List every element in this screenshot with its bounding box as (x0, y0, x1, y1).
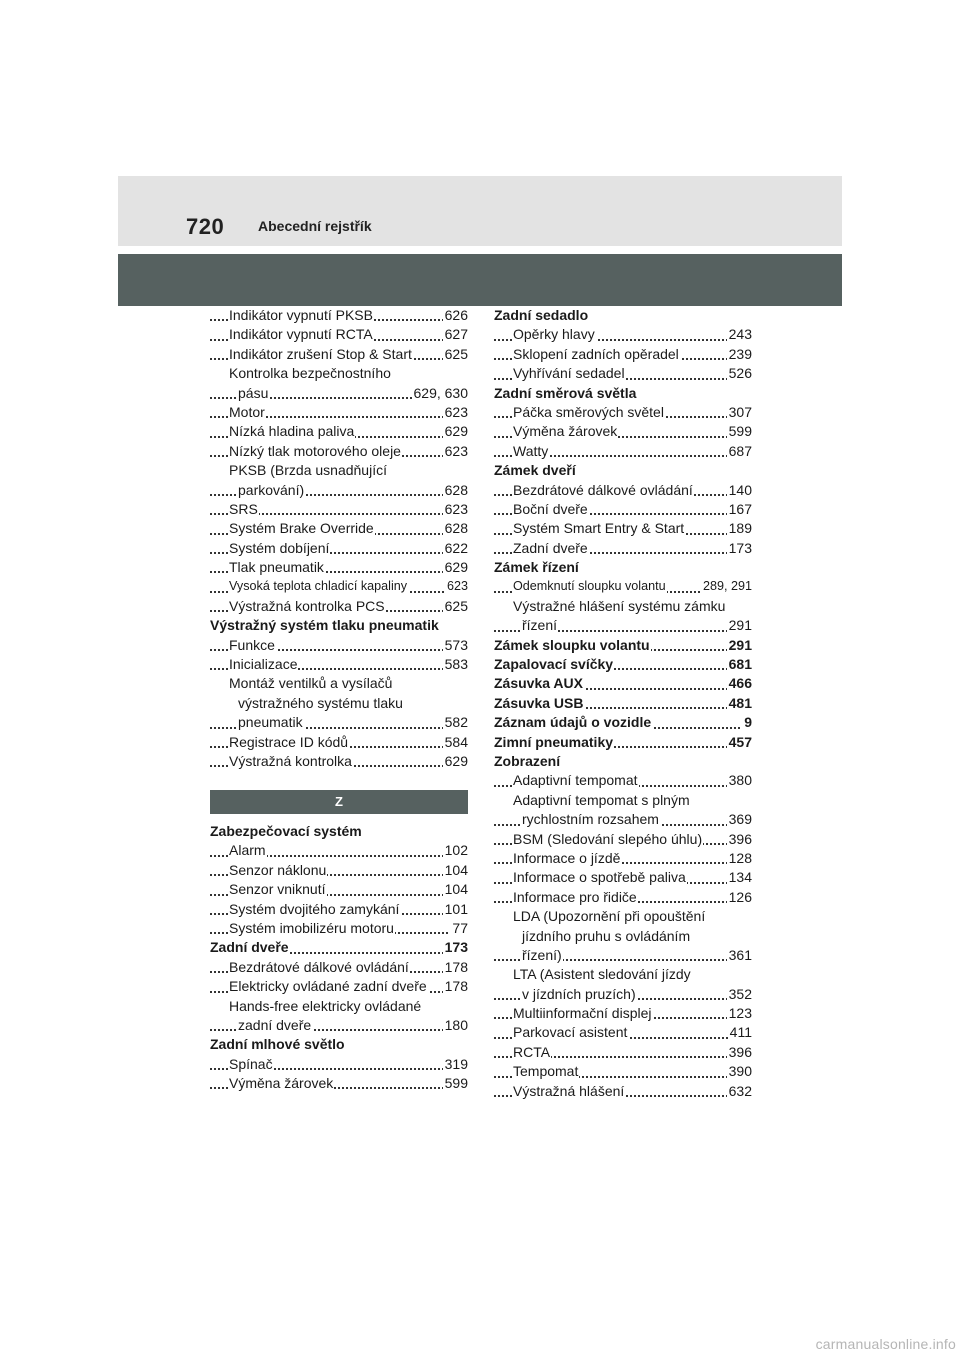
index-entry-page: 526 (727, 364, 752, 383)
index-entry-page: 178 (443, 958, 468, 977)
index-entry (210, 636, 468, 655)
index-entry (494, 868, 752, 887)
index-entry-page: 77 (450, 919, 468, 938)
index-entry-text: Výstražná kontrolka PCS (229, 597, 385, 614)
index-entry (494, 616, 752, 635)
index-entry (494, 442, 752, 461)
index-entry-text: Adaptivní tempomat (513, 772, 638, 789)
index-entry (494, 422, 752, 441)
index-entry (494, 539, 752, 558)
index-entry (210, 442, 468, 461)
index-entry (494, 325, 752, 344)
index-entry-page: 126 (727, 888, 752, 907)
index-entry-page: 687 (727, 442, 752, 461)
index-entry-text: Opěrky hlavy (513, 326, 595, 343)
index-entry-text: Zapalovací svíčky (494, 656, 614, 673)
index-entry (210, 616, 468, 635)
index-column-right (494, 306, 752, 1101)
watermark: carmanualsonline.info (815, 1336, 956, 1352)
index-entry-text: Inicializace (229, 656, 298, 673)
index-entry-page: 134 (727, 868, 752, 887)
index-entry-text: Informace o jízdě (513, 849, 621, 866)
index-entry-page: 361 (727, 946, 752, 965)
index-entry (210, 655, 468, 674)
index-entry-text: Zadní sedadlo (494, 307, 589, 323)
index-entry (494, 927, 752, 946)
index-entry-text: Tlak pneumatik (229, 559, 324, 576)
index-entry-text: Funkce (229, 636, 275, 653)
index-entry (494, 694, 752, 713)
index-entry-text: Zámek řízení (494, 559, 579, 576)
index-entry-page: 628 (443, 519, 468, 538)
index-entry (210, 880, 468, 899)
index-entry (210, 364, 468, 383)
index-entry-text: Indikátor zrušení Stop & Start (229, 345, 412, 362)
index-entry-text: Zadní směrová světla (494, 384, 637, 401)
index-entry-page: 582 (443, 713, 468, 732)
index-entry-page: 466 (727, 674, 752, 693)
index-entry-text: Zobrazení (494, 752, 561, 769)
index-entry (494, 364, 752, 383)
index-entry (494, 519, 752, 538)
index-entry (494, 1023, 752, 1042)
index-entry (210, 577, 468, 596)
index-entry-text: SRS (229, 500, 258, 517)
index-entry-text: Výstražný systém tlaku pneumatik (210, 617, 439, 634)
index-entry-text: Elektricky ovládané zadní dveře (229, 978, 427, 995)
index-entry-text: Indikátor vypnutí PKSB (229, 307, 373, 323)
index-entry (494, 985, 752, 1004)
index-entry-text: Parkovací asistent (513, 1024, 628, 1041)
index-entry-text: Adaptivní tempomat s plným (513, 791, 690, 808)
index-entry-page: 627 (443, 325, 468, 344)
section-title: Abecední rejstřík (258, 218, 372, 234)
index-entry-page: 167 (727, 500, 752, 519)
index-entry-text: Zásuvka AUX (494, 675, 583, 692)
index-entry (494, 577, 752, 596)
index-entry-page: 319 (443, 1055, 468, 1074)
index-entry-text: Zabezpečovací systém (210, 823, 362, 839)
index-entry (210, 558, 468, 577)
index-entry (210, 461, 468, 480)
index-entry-text: Bezdrátové dálkové ovládání (513, 481, 693, 498)
index-entry (210, 733, 468, 752)
index-entry-text: Sklopení zadních opěradel (513, 345, 679, 362)
index-entry (210, 481, 468, 500)
index-entry (494, 345, 752, 364)
index-entry-text: pneumatik (238, 714, 303, 731)
index-entry-page: 623 (443, 403, 468, 422)
index-entry (494, 481, 752, 500)
index-entry (494, 1082, 752, 1101)
index-entry (494, 1062, 752, 1081)
index-entry (210, 1035, 468, 1054)
index-entry-page: 243 (727, 325, 752, 344)
index-entry-text: Výměna žárovek (229, 1075, 334, 1092)
index-entry-text: RCTA (513, 1043, 551, 1060)
index-entry-page: 369 (727, 810, 752, 829)
index-entry-page: 632 (727, 1082, 752, 1101)
index-entry-page: 623 (445, 577, 468, 596)
index-entry-text: Výstražná hlášení (513, 1082, 625, 1099)
index-entry-text: Nízká hladina paliva (229, 423, 355, 440)
index-entry (210, 306, 468, 325)
index-entry-text: LTA (Asistent sledování jízdy (513, 966, 691, 983)
index-entry (494, 713, 752, 732)
index-entry-text: výstražného systému tlaku (238, 694, 403, 711)
index-entry (210, 752, 468, 771)
index-entry-text: Senzor náklonu (229, 861, 327, 878)
index-entry-text: LDA (Upozornění při opouštění (513, 908, 706, 925)
index-entry-page: 180 (443, 1016, 468, 1035)
index-entry (210, 1016, 468, 1035)
index-entry-text: Montáž ventilků a vysílačů (229, 675, 393, 692)
index-entry (210, 500, 468, 519)
index-entry-page: 390 (727, 1062, 752, 1081)
index-entry-page: 626 (443, 306, 468, 325)
index-entry-text: PKSB (Brzda usnadňující (229, 462, 387, 479)
index-entry (210, 597, 468, 616)
index-entry-page: 583 (443, 655, 468, 674)
index-entry-text: Záznam údajů o vozidle (494, 714, 652, 731)
index-entry-text: Informace o spotřebě paliva (513, 869, 686, 886)
index-entry-page: 625 (443, 597, 468, 616)
index-entry-page: 289, 291 (701, 577, 752, 596)
index-entry-page: 629 (443, 752, 468, 771)
index-entry-text: Informace pro řidiče (513, 888, 637, 905)
index-entry-page: 307 (727, 403, 752, 422)
index-entry-page: 623 (443, 500, 468, 519)
index-entry-text: Bezdrátové dálkové ovládání (229, 958, 409, 975)
index-entry-text: Vyhřívání sedadel (513, 365, 625, 382)
index-entry (210, 997, 468, 1016)
index-entry-page: 457 (727, 733, 752, 752)
index-entry-text: Multiinformační displej (513, 1005, 652, 1022)
index-entry-text: Zámek sloupku volantu (494, 636, 650, 653)
index-entry (494, 907, 752, 926)
index-entry-page: 140 (727, 481, 752, 500)
index-entry-text: Registrace ID kódů (229, 733, 349, 750)
index-entry-page: 411 (728, 1023, 752, 1042)
index-entry (210, 694, 468, 713)
index-entry-page: 178 (443, 977, 468, 996)
index-entry (494, 1043, 752, 1062)
index-entry-text: Výměna žárovek (513, 423, 618, 440)
header-band (118, 176, 842, 246)
index-entry-page: 681 (727, 655, 752, 674)
index-entry-page: 573 (443, 636, 468, 655)
index-entry-page: 599 (443, 1074, 468, 1093)
index-entry-page: 123 (727, 1004, 752, 1023)
index-entry-text: Kontrolka bezpečnostního (229, 365, 391, 382)
index-entry (494, 500, 752, 519)
index-entry-text: Zadní dveře (513, 539, 588, 556)
index-entry (494, 888, 752, 907)
index-entry-text: Zámek dveří (494, 462, 576, 479)
index-entry-text: Zásuvka USB (494, 694, 584, 711)
index-entry (494, 946, 752, 965)
index-entry (210, 674, 468, 693)
index-entry (210, 325, 468, 344)
index-entry-text: řízení (522, 617, 558, 634)
page-number: 720 (186, 214, 225, 239)
index-entry (210, 900, 468, 919)
index-entry-text: Alarm (229, 842, 266, 859)
index-entry-page: 173 (727, 539, 752, 558)
index-entry-text: pásu (238, 384, 269, 401)
index-entry (494, 384, 752, 403)
index-entry-page: 629 (443, 422, 468, 441)
index-entry (494, 810, 752, 829)
index-entry (494, 965, 752, 984)
index-entry-page: 9 (742, 713, 752, 732)
index-entry-page: 352 (727, 985, 752, 1004)
index-entry-text: Nízký tlak motorového oleje (229, 442, 401, 459)
index-entry-text: BSM (Sledování slepého úhlu) (513, 830, 703, 847)
index-entry-text: Systém dvojitého zamykání (229, 900, 400, 917)
index-entry-text: zadní dveře (238, 1016, 312, 1033)
index-entry-page: 128 (727, 849, 752, 868)
index-entry (494, 849, 752, 868)
index-entry-text: Spínač (229, 1055, 273, 1072)
index-entry-text: Tempomat (513, 1063, 579, 1080)
index-entry-text: Systém dobíjení (229, 539, 330, 556)
index-entry-page: 629 (443, 558, 468, 577)
index-entry (210, 422, 468, 441)
index-entry-text: Výstražná kontrolka (229, 752, 352, 769)
index-entry (494, 733, 752, 752)
index-entry-page: 291 (727, 616, 752, 635)
index-entry-text: Motor (229, 403, 265, 420)
index-entry-page: 291 (727, 636, 752, 655)
index-entry-text: Vysoká teplota chladicí kapaliny (229, 579, 408, 594)
index-entry (494, 655, 752, 674)
index-entry (494, 771, 752, 790)
index-entry-page: 622 (443, 539, 468, 558)
index-entry-text: Zimní pneumatiky (494, 733, 614, 750)
header-dark-band (118, 254, 842, 306)
index-entry-page: 173 (443, 938, 468, 957)
index-entry-text: Hands-free elektricky ovládané (229, 997, 422, 1014)
index-entry-page: 396 (727, 830, 752, 849)
index-entry-page: 101 (443, 900, 468, 919)
index-entry-page: 625 (443, 345, 468, 364)
index-entry-text: Páčka směrových světel (513, 403, 664, 420)
index-entry (210, 958, 468, 977)
index-entry-page: 102 (443, 841, 468, 860)
index-entry (494, 636, 752, 655)
index-entry-text: Výstražné hlášení systému zámku (513, 597, 726, 614)
index-entry (494, 791, 752, 810)
index-entry (210, 1074, 468, 1093)
index-entry (210, 539, 468, 558)
index-entry-text: jízdního pruhu s ovládáním (522, 927, 691, 944)
index-entry (494, 752, 752, 771)
index-column-left-z (210, 822, 468, 1093)
index-entry-text: Indikátor vypnutí RCTA (229, 326, 373, 343)
index-entry (210, 822, 468, 841)
index-entry (494, 674, 752, 693)
index-entry-text: Watty (513, 442, 549, 459)
index-entry-text: Zadní dveře (210, 939, 289, 956)
index-entry (494, 461, 752, 480)
index-entry (210, 861, 468, 880)
index-entry-page: 104 (443, 880, 468, 899)
index-entry (210, 384, 468, 403)
index-entry-text: Systém Smart Entry & Start (513, 520, 685, 537)
index-entry-text: Systém Brake Override (229, 520, 374, 537)
index-entry-text: řízení) (522, 946, 562, 963)
index-entry-page: 189 (727, 519, 752, 538)
index-entry-text: Boční dveře (513, 500, 588, 517)
index-entry-text: v jízdních pruzích) (522, 985, 636, 1002)
index-entry (210, 938, 468, 957)
index-entry (210, 713, 468, 732)
index-entry-page: 584 (443, 733, 468, 752)
index-entry-page: 623 (443, 442, 468, 461)
letter-heading-z: Z (210, 790, 468, 814)
index-entry (210, 841, 468, 860)
index-entry (494, 306, 752, 325)
index-entry (494, 830, 752, 849)
index-entry-text: parkování) (238, 481, 305, 498)
index-entry-page: 380 (727, 771, 752, 790)
index-entry (494, 1004, 752, 1023)
index-entry (210, 977, 468, 996)
index-entry-text: Odemknutí sloupku volantu (513, 579, 666, 594)
index-entry (210, 345, 468, 364)
index-entry-text: Systém imobilizéru motoru (229, 919, 394, 936)
index-entry (494, 597, 752, 616)
index-entry-text: Senzor vniknutí (229, 881, 326, 898)
index-entry (494, 558, 752, 577)
index-entry-page: 104 (443, 861, 468, 880)
index-entry (494, 403, 752, 422)
index-entry-page: 628 (443, 481, 468, 500)
index-entry (210, 519, 468, 538)
index-entry-page: 599 (727, 422, 752, 441)
index-entry (210, 403, 468, 422)
index-entry-page: 481 (727, 694, 752, 713)
index-entry-page: 239 (727, 345, 752, 364)
index-entry-page: 396 (727, 1043, 752, 1062)
index-entry (210, 1055, 468, 1074)
index-entry-text: Zadní mlhové světlo (210, 1036, 345, 1053)
index-entry-page: 629, 630 (412, 384, 469, 403)
index-column-left (210, 306, 468, 771)
index-entry (210, 919, 468, 938)
index-entry-text: rychlostním rozsahem (522, 811, 659, 828)
